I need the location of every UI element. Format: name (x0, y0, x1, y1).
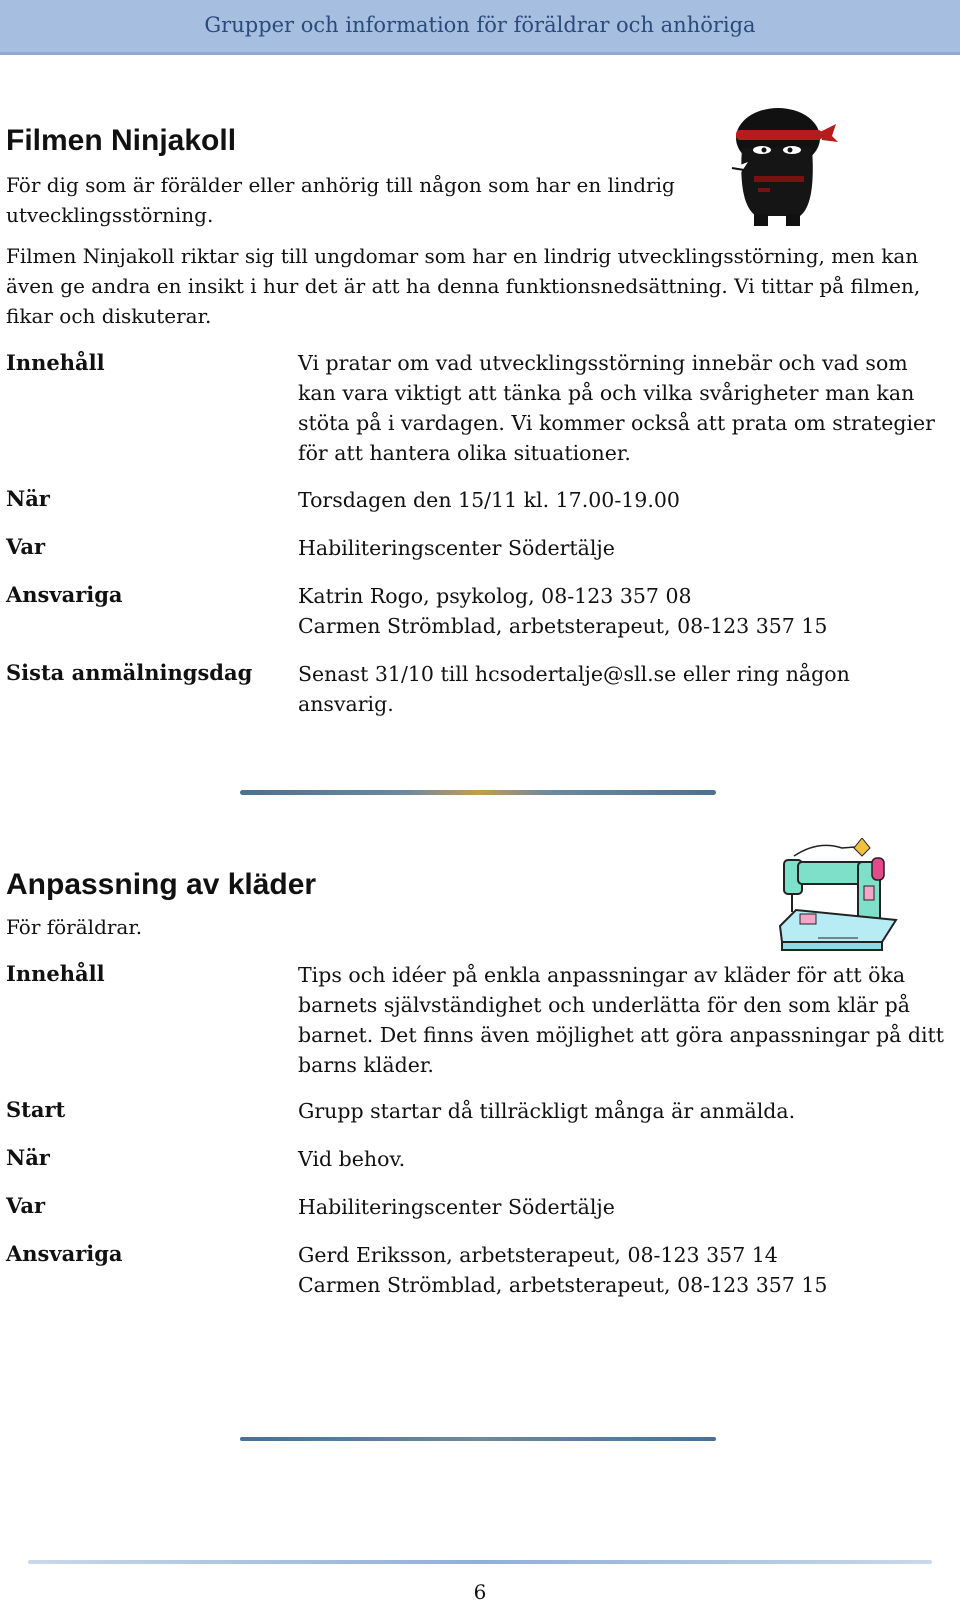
page-number: 6 (473, 1580, 487, 1604)
value-innehall: Tips och idéer på enkla anpassningar av kläder för att öka barnets självständighet och underlätta för den som klär på barnet. Det finns även möjlighet att göra anpassningar på ditt barns kläder. (298, 963, 944, 1077)
label-start: Start (6, 1097, 66, 1122)
value-ansvariga-1: Gerd Eriksson, arbetsterapeut, 08-123 357 14 (298, 1243, 778, 1267)
label-nar: När (6, 1145, 50, 1170)
footer-rule (28, 1560, 932, 1564)
value-nar: Vid behov. (298, 1147, 406, 1171)
value-var: Habiliteringscenter Södertälje (298, 1195, 615, 1219)
section-divider (240, 1437, 716, 1441)
value-nar: Torsdagen den 15/11 kl. 17.00-19.00 (298, 488, 680, 512)
sewing-machine-clipart-icon (778, 838, 898, 966)
header-title: Grupper och information för föräldrar och anhöriga (204, 13, 756, 37)
label-ansvariga: Ansvariga (6, 582, 123, 607)
section1-intro: För dig som är förälder eller anhörig till någon som har en lindrig utvecklingsstörning. (6, 173, 675, 227)
value-sista-anmalningsdag: Senast 31/10 till hcsodertalje@sll.se eller ring någon ansvarig. (298, 662, 850, 716)
page-header (0, 0, 960, 55)
label-var: Var (6, 1193, 46, 1218)
label-innehall: Innehåll (6, 350, 105, 375)
label-innehall: Innehåll (6, 961, 105, 986)
value-innehall: Vi pratar om vad utvecklingsstörning innebär och vad som kan vara viktigt att tänka på och vilka svårigheter man kan stöta på i vardagen. Vi kommer också att prata om strategier för att hantera olika situationer. (298, 351, 935, 465)
value-ansvariga-2: Carmen Strömblad, arbetsterapeut, 08-123 357 15 (298, 614, 828, 638)
value-var: Habiliteringscenter Södertälje (298, 536, 615, 560)
section2-intro: För föräldrar. (6, 915, 143, 939)
value-ansvariga-1: Katrin Rogo, psykolog, 08-123 357 08 (298, 584, 692, 608)
section1-description: Filmen Ninjakoll riktar sig till ungdomar som har en lindrig utvecklingsstörning, men kan även ge andra en insikt i hur det är att ha denna funktionsnedsättning. Vi tittar på filmen, fikar och diskuterar. (6, 244, 921, 328)
section-title-anpassning: Anpassning av kläder (6, 868, 317, 901)
label-ansvariga: Ansvariga (6, 1241, 123, 1266)
value-ansvariga-2: Carmen Strömblad, arbetsterapeut, 08-123 357 15 (298, 1273, 828, 1297)
section-title-ninjakoll: Filmen Ninjakoll (6, 124, 237, 157)
label-sista-anmalningsdag: Sista anmälningsdag (6, 660, 253, 685)
value-start: Grupp startar då tillräckligt många är anmälda. (298, 1099, 796, 1123)
section-divider (240, 790, 716, 795)
label-var: Var (6, 534, 46, 559)
ninja-clipart-icon (728, 104, 838, 228)
label-nar: När (6, 486, 50, 511)
